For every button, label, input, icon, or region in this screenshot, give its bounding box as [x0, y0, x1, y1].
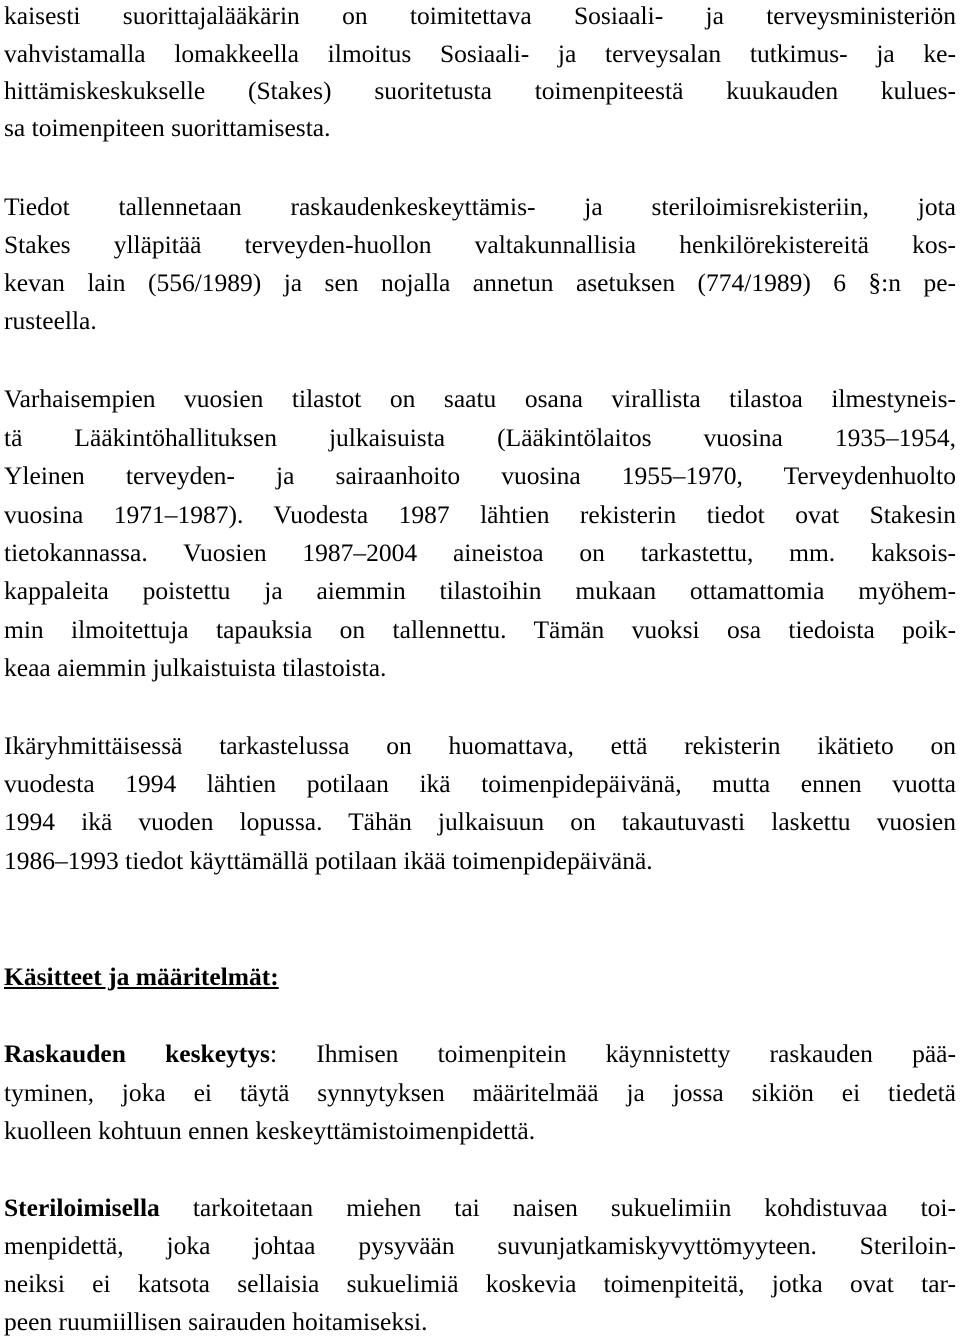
text-line: Stakes ylläpitää terveyden-huollon valtakunnallisia henkilörekistereitä kos-	[4, 230, 956, 259]
text-line: kuolleen kohtuun ennen keskeyttämistoimenpidettä.	[4, 1116, 536, 1145]
definition-text: : Ihmisen toimenpitein käynnistetty raskauden pää-	[269, 1039, 956, 1068]
text-line: vahvistamalla lomakkeella ilmoitus Sosiaali- ja terveysalan tutkimus- ja ke-	[4, 39, 956, 68]
text-line: Ikäryhmittäisessä tarkastelussa on huomattava, että rekisterin ikätieto on	[4, 731, 956, 760]
section-heading: Käsitteet ja määritelmät:	[4, 962, 279, 991]
text-line: kappaleita poistettu ja aiemmin tilastoihin mukaan ottamattomia myöhem-	[4, 576, 956, 605]
text-line: vuosina 1971–1987). Vuodesta 1987 lähtien rekisterin tiedot ovat Stakesin	[4, 500, 956, 529]
text-line: tyminen, joka ei täytä synnytyksen määritelmää ja jossa sikiön ei tiedetä	[4, 1078, 956, 1107]
text-line: neiksi ei katsota sellaisia sukuelimiä koskevia toimenpiteitä, jotka ovat tar-	[4, 1269, 956, 1298]
definition-text: tarkoitetaan miehen tai naisen sukuelimiin kohdistuvaa toi-	[159, 1193, 956, 1222]
text-line	[4, 1189, 956, 1226]
text-line: menpidettä, joka johtaa pysyvään suvunjatkamiskyvyttömyyteen. Steriloin-	[4, 1231, 956, 1260]
text-line: Tiedot tallennetaan raskaudenkeskeyttämis- ja steriloimisrekisteriin, jota	[4, 192, 956, 221]
text-line: tietokannassa. Vuosien 1987–2004 aineistoa on tarkastettu, mm. kaksois-	[4, 538, 956, 567]
text-line: tä Lääkintöhallituksen julkaisuista (Lääkintölaitos vuosina 1935–1954,	[4, 423, 956, 452]
text-line: 1994 ikä vuoden lopussa. Tähän julkaisuun on takautuvasti laskettu vuosien	[4, 807, 956, 836]
text-line: Yleinen terveyden- ja sairaanhoito vuosina 1955–1970, Terveydenhuolto	[4, 461, 956, 490]
text-line: Varhaisempien vuosien tilastot on saatu osana virallista tilastoa ilmestyneis-	[4, 384, 956, 413]
text-line: 1986–1993 tiedot käyttämällä potilaan ikää toimenpidepäivänä.	[4, 846, 653, 875]
definition-term: Raskauden keskeytys	[4, 1039, 270, 1068]
text-line: sa toimenpiteen suorittamisesta.	[4, 113, 331, 142]
text-line: hittämiskeskukselle (Stakes) suoritetusta toimenpiteestä kuukauden kulues-	[4, 76, 956, 105]
definition-term: Steriloimisella	[4, 1193, 160, 1222]
text-line: kaisesti suorittajalääkärin on toimitettava Sosiaali- ja terveysministeriön	[4, 1, 956, 30]
text-line: kevan lain (556/1989) ja sen nojalla annetun asetuksen (774/1989) 6 §:n pe-	[4, 268, 956, 297]
text-line: peen ruumiillisen sairauden hoitamiseksi.	[4, 1307, 428, 1336]
text-line: rusteella.	[4, 306, 97, 335]
text-line	[4, 1035, 956, 1072]
text-line: min ilmoitettuja tapauksia on tallennettu. Tämän vuoksi osa tiedoista poik-	[4, 615, 956, 644]
text-line: keaa aiemmin julkaistuista tilastoista.	[4, 653, 387, 682]
text-line: vuodesta 1994 lähtien potilaan ikä toimenpidepäivänä, mutta ennen vuotta	[4, 769, 956, 798]
